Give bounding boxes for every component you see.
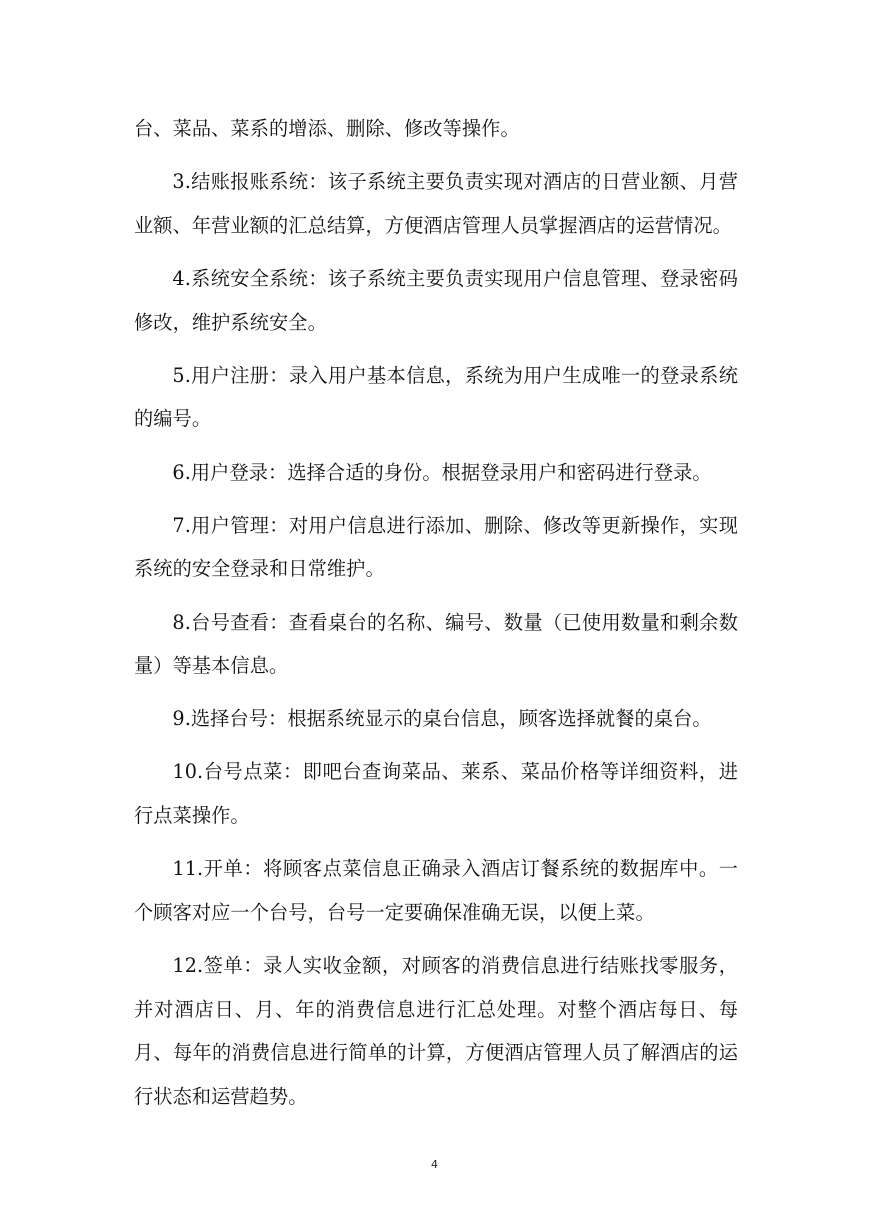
paragraph-item-6: 6.用户登录：选择合适的身份。根据登录用户和密码进行登录。 bbox=[172, 460, 712, 484]
paragraph-item-7: 7.用户管理：对用户信息进行添加、删除、修改等更新操作，实现系统的安全登录和日常维护。 bbox=[134, 513, 738, 581]
paragraph-item-12: 12.签单：录人实收金额，对顾客的消费信息进行结账找零服务，并对酒店日、月、年的消费信息进行汇总处理。对整个酒店每日、每月、每年的消费信息进行简单的计算，方便酒店管理人员了解酒店的运行状态和运营趋势。 bbox=[134, 954, 738, 1108]
paragraph-item-11: 11.开单：将顾客点菜信息正确录入酒店订餐系统的数据库中。一个顾客对应一个台号，台号一定要确保准确无误，以便上菜。 bbox=[134, 857, 738, 924]
body-text bbox=[134, 107, 738, 1128]
paragraph-item-8: 8.台号查看：查看桌台的名称、编号、数量（已使用数量和剩余数量）等基本信息。 bbox=[134, 610, 738, 678]
page-number: 4 bbox=[431, 1158, 438, 1171]
paragraph-item-10: 10.台号点菜：即吧台查询菜品、莱系、菜品价格等详细资料，进行点菜操作。 bbox=[134, 760, 738, 828]
paragraph-item-3: 3.结账报账系统：该子系统主要负责实现对酒店的日营业额、月营业额、年营业额的汇总结算，方便酒店管理人员掌握酒店的运营情况。 bbox=[134, 170, 738, 237]
paragraph-item-4: 4.系统安全系统：该子系统主要负责实现用户信息管理、登录密码修改，维护系统安全。 bbox=[134, 266, 738, 334]
paragraph-item-5: 5.用户注册：录入用户基本信息，系统为用户生成唯一的登录系统的编号。 bbox=[134, 363, 738, 431]
paragraph-continuation: 台、菜品、菜系的增添、删除、修改等操作。 bbox=[134, 117, 520, 140]
paragraph-item-9: 9.选择台号：根据系统显示的桌台信息，顾客选择就餐的桌台。 bbox=[172, 707, 712, 731]
